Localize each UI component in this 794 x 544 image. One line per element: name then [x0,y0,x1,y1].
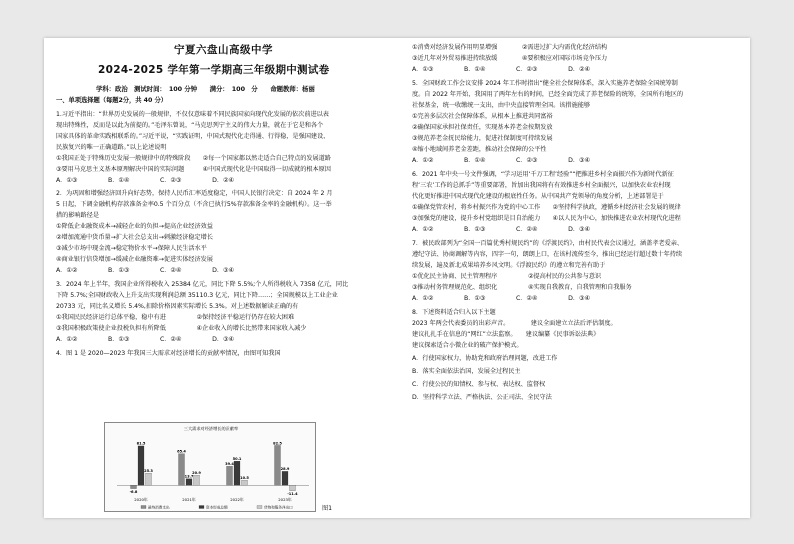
chart-bar [186,479,192,486]
q3-line: 20733 元，同比名义增长 5.4%,扣除价格因素实际增长 5.3%。对上述数据解读正确的有 [56,303,299,310]
q5-option: ②确保国家承担社保责任，实现基本养老金按期发放 [412,124,553,131]
chart-bar [131,485,137,488]
q8-option: B．落实全面依法治国，发展全过程民主 [412,368,521,375]
legend-label: 最终消费支出 [148,505,170,510]
data-label: 28.9 [280,467,290,472]
q3-line: 3．2024 年上半年，我国企业所得税收入 25384 亿元，同比下降 5.5%;个人所得税收入 7358 亿元，同比 [56,281,349,288]
data-label: 50.1 [232,456,242,461]
q8-material: 2023 年两会代表委员的出彩声音。 建议全面建立立法后评估制度。 [412,320,617,327]
q6-line: 6．2021 年中央一号文件强调，“学习运用‘千万工程’经验”“把推进乡村全面振兴作为新时代新征 [412,171,674,178]
chart-bar [227,466,233,485]
q8-option: D．坚持科学立法、严格执法、公正司法、全民守法 [412,394,552,401]
q5-line: 社保基金，统一收缴统一支出，由中央直接管理全国。该措施能够 [412,102,590,109]
legend-swatch [257,506,262,509]
data-label: 82.5 [273,441,282,446]
q8-option: C．行使公民的知情权、参与权、表达权、监督权 [412,381,546,388]
q5-option: ③规范养老金抚民给能力，促进社保制度可持续发展 [412,135,553,142]
q7-option: ①优化民主协商、民主管理程序 ②提高村民的公共参与意识 [412,273,601,280]
q6-line: 代化更好推进中国式现代化建设的根底性任务。从中国共产党领导的角度分析，上述部署是于 [412,193,664,200]
q5-option: ①完善多层次社会保障体系，从根本上推进共同富裕 [412,113,553,120]
q8-option: A．行使国家权力，协助党和政府治理问题，改进工作 [412,355,558,362]
q5-line: 5．全国财政工作会议安排 2024 年工作时指出“健全社会保障体系，深入实施养老保险全国统筹制 [412,80,678,87]
chart-bar [282,471,288,485]
q2-option: ①降低企业融资成本→减轻企业的负担→提高企业经济效益 [56,223,213,230]
data-label: 20.9 [192,471,201,476]
school-title: 宁夏六盘山高级中学 [174,44,273,56]
q1-line: 民族复兴的唯一正确道路。”以上论述说明 [56,144,167,151]
q4-line: 4．图 1 是 2020—2023 年我国三大需求对经济增长的贡献率情况，由图可知我国 [56,350,281,357]
legend-label: 货物和服务净出口 [264,505,293,510]
q4-option: ③近几年对外贸易推进持续放缓 ④要积极应对国际市场竞争压力 [412,55,608,62]
chart-bar [242,480,248,485]
chart-bar [194,475,200,485]
q1-option: ③要用马克思主义基本原理解决中国的实际问题 ④中国式现代化是中国取得一切成就的根本原因 [56,166,331,173]
q3-option: ③我国积极政策使企业投税负担有所降低 ④企业收入的增长比然带来国家收入减少 [56,325,307,332]
data-label: 25.3 [144,468,153,473]
q7-answers: A．①② B．①③ C．②④ D．③④ [412,295,590,302]
exam-paper [44,38,750,518]
category-label: 2023年 [278,497,292,502]
section-heading: 一、单项选择题（每题2分，共 40 分） [56,97,167,104]
q3-option: ①我国民民经济运行总体平稳，稳中有进 ②保持经济平稳运行仍存在较大困难 [56,314,295,321]
bar-chart-svg [105,423,317,513]
q6-option: ①确保党管农村，将乡村振兴作为党的中心工作 ②坚持科学执政，遵循乡村经济社会发展的规律 [412,204,681,211]
legend-swatch [199,506,204,509]
q2-line: 措的影响路径是 [56,212,99,219]
category-label: 2020年 [134,497,148,502]
q2-answers: A．①② B．①③ C．②④ D．③④ [56,267,234,274]
q8-line: 8．下述资料适合归入以下主题 [412,309,496,316]
q4-answers: A．①③ B．①④ C．②③ D．②④ [412,66,590,73]
legend-swatch [141,506,146,509]
q4-option: ①消费对经济发展作用明显增强 ②需进过扩大内需优化经济结构 [412,44,608,51]
data-label: 10.5 [240,476,249,481]
chart-bar [234,461,240,485]
data-label: 65.4 [177,449,186,454]
q5-answers: A．①② B．①④ C．②③ D．③④ [412,157,590,164]
q3-answers: A．①② B．①③ C．②④ D．③④ [56,336,234,343]
q7-option: ③推动村务管理规范化、组织化 ④实现自我教育，自我管理和自我服务 [412,284,632,291]
exam-title: 2024-2025 学年第一学期高三年级期中测试卷 [98,64,330,76]
q7-line: 续发展，遍及新北成果培养乡风文明。《浮渡民约》的遵立和完善有助于 [412,262,606,269]
chart-bar [179,454,185,486]
data-label: 39.4 [225,462,234,467]
contribution-chart [104,422,316,512]
legend-label: 资本形成总额 [206,505,228,510]
q2-line: 5 日起，下调金融机构存款准备金率0.5 个百分点（不含已执行5%存款准备金率的金融机构）。这一举 [56,201,332,208]
q6-option: ③加强党的建设，提升乡村党组织是目自治能力 ④以人民为中心，加快推进农业农村现代化进程 [412,215,681,222]
q5-option: ④缩小地域间养老金差距，推动社会保障的公平性 [412,146,547,153]
q2-line: 2．为巩固和增强经济回升向好态势，保持人民币汇率适度稳定，中国人民银行决定：自 2024 年 2 月 [56,190,333,197]
q1-option: ①我国正处于特殊历史发展一般规律中的特殊阶段 ②每一个国家都以然走适合自己特点的发展道路 [56,155,331,162]
q3-line: 下降 5.7%;全国财政收入上升支出实现利润总额 35110.3 亿元，同比下降……；全国规模以上工业企业 [56,292,338,299]
q1-line: 国家具体的革命实践相联系的。”习近平说，“实践证明，中国式现代化走得通、行得稳，是强国建设、 [56,133,330,140]
q1-line: 1.习近平指出：“世界历史发展的一般规律，不仅仅意味着不同民族国家向现代化发展的依次前进以表 [56,111,329,118]
q6-line: 程‘三农’工作的总抓手”等重要部署，旨加出我国将有有效推进乡村全面振兴，以加快农业农村现 [412,182,671,189]
q8-material: 建议探索适合小微企业的破产保护模式。 [412,342,523,349]
figure-label: 图1 [322,505,333,512]
q2-option: ②增加流通中货币量→扩大社会总支出→刺激经济稳定增长 [56,234,213,241]
chart-bar [138,446,144,485]
q8-material: 建议扎扎手在信息的“网红”立法监察。 建议编纂《民事诉讼法典》 [412,331,600,338]
chart-bar [290,485,296,491]
q7-line: 遵纪守法、协商调解等内容，四字一句，朗朗上口，在该村流传至今，推出已经运行超过数十年持续 [412,251,683,258]
exam-meta: 学科：政治 测试时间： 100 分钟 满分： 100 分 命题教师：杨丽 [96,85,315,93]
data-label: -11.4 [287,492,298,497]
chart-title: 三大需求对经济增长的贡献率 [183,426,239,431]
q2-option: ③减少市场中现金流→稳定物价水平→保障人民生活水平 [56,245,207,252]
category-label: 2021年 [182,497,196,502]
data-label: 13.7 [184,474,194,479]
data-label: -6.8 [129,489,138,494]
chart-bar [146,473,152,485]
q6-answers: A．①② B．①③ C．②④ D．③④ [412,226,590,233]
category-label: 2022年 [230,497,244,502]
data-label: 81.5 [136,441,146,446]
chart-bar [275,445,281,485]
q1-line: 现出特殊性，反而是以此为前提的。”毛泽东曾说，“马克思列宁主义的伟大力量，就在于它是和各个 [56,122,324,129]
q7-line: 7．被民政部列为“全国一百篇优秀村规民约”的《浮渡民约》，由村民代表会议通过，涵盖孝老爱亲、 [412,240,684,247]
q5-line: 度。自 2022 年开始，我国用了两年左右的时间，已经全面完成了养老保险的统筹，全国所有地区的 [412,91,684,98]
q2-option: ④商业银行信贷增加→缓减企业融资难→促进实体经济发展 [56,256,213,263]
q1-answers: A．①③ B．①④ C．②③ D．②④ [56,177,234,184]
